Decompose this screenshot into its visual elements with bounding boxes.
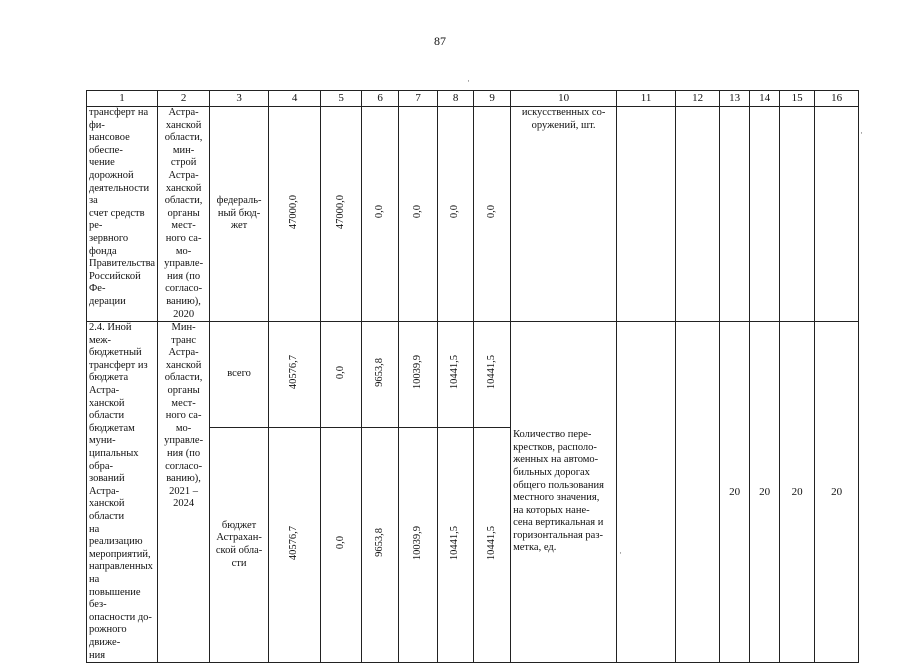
empty-cell [676,107,720,322]
value-cell [362,107,399,322]
header-cell: 9 [474,91,511,107]
target-value-cell: 20 [750,322,780,663]
empty-cell [676,322,720,663]
funding-source-cell: федераль- ный бюд- жет [210,107,269,322]
value-cell [321,427,362,662]
value-cell [438,107,474,322]
page-number: 87 [434,34,446,48]
value-text: 0,0 [334,536,346,550]
scan-speck: · [619,548,622,558]
empty-cell [815,107,859,322]
indicator-cell: Количество пере- крестков, располо- женных на автомо- бильных дорогах общего пользования местного значения, на которых нане- сена вертикальная и горизонтальная раз- метка, ед. [511,322,617,663]
empty-cell [750,107,780,322]
header-cell: 3 [210,91,269,107]
header-cell: 12 [676,91,720,107]
value-text: 47000,0 [334,194,346,229]
value-cell [269,322,321,428]
value-text: 10039,9 [411,355,423,390]
header-cell: 15 [780,91,815,107]
value-text: 9653,8 [373,528,385,558]
value-cell [474,107,511,322]
value-cell [438,427,474,662]
value-text: 0,0 [449,205,461,219]
header-cell: 11 [617,91,676,107]
header-cell: 7 [399,91,438,107]
value-cell [399,322,438,428]
header-cell: 2 [158,91,210,107]
value-cell [399,427,438,662]
value-text: 47000,0 [288,194,300,229]
value-cell [269,107,321,322]
value-cell [474,427,511,662]
value-cell [269,427,321,662]
value-text: 10039,9 [411,525,423,560]
empty-cell [617,107,676,322]
table-row [87,322,859,428]
event-cell: 2.4. Иной меж- бюджетный трансферт из бюджета Астра- ханской области бюджетам муни- ципальных обра- зований Астра- ханской области на реализацию мероприятий, направленных на повышение без- опасности до- рожного движе- ния [87,322,158,663]
header-cell: 4 [269,91,321,107]
header-cell: 13 [720,91,750,107]
indicator-cell: искусственных со- оружений, шт. [511,107,617,322]
value-cell [362,427,399,662]
header-cell: 1 [87,91,158,107]
value-text: 10441,5 [449,525,461,560]
value-text: 0,0 [334,365,346,379]
header-cell: 5 [321,91,362,107]
empty-cell [617,322,676,663]
program-table [86,90,859,663]
value-text: 0,0 [411,205,423,219]
header-cell: 16 [815,91,859,107]
header-cell: 10 [511,91,617,107]
scan-speck: · [467,76,470,86]
value-text: 0,0 [485,205,497,219]
value-cell [321,107,362,322]
value-text: 40576,7 [288,355,300,390]
target-value-cell: 20 [720,322,750,663]
empty-cell [780,107,815,322]
executor-cell: Астра- ханской области, мин- строй Астра- ханской области, органы мест- ного са- мо- управле- ния (по согласо- ванию), 2020 [158,107,210,322]
value-text: 40576,7 [288,525,300,560]
funding-source-cell: бюджет Астрахан- ской обла- сти [210,427,269,662]
header-cell: 8 [438,91,474,107]
event-cell: трансферт на фи- нансовое обеспе- чение дорожной деятельности за счет средств ре- зервного фонда Правительства Российской Фе- дерации [87,107,158,322]
value-text: 0,0 [373,205,385,219]
header-cell: 6 [362,91,399,107]
executor-cell: Мин- транс Астра- ханской области, органы мест- ного са- мо- управле- ния (по согласо- ванию), 2021 – 2024 [158,322,210,663]
value-cell [321,322,362,428]
scan-speck: · [860,128,863,138]
empty-cell [720,107,750,322]
value-cell [399,107,438,322]
value-cell [438,322,474,428]
value-text: 9653,8 [373,357,385,387]
value-text: 10441,5 [449,355,461,390]
header-row [87,91,859,107]
funding-source-cell: всего [210,322,269,428]
table-row [87,107,859,322]
value-cell [474,322,511,428]
value-text: 10441,5 [485,355,497,390]
value-cell [362,322,399,428]
value-text: 10441,5 [485,525,497,560]
target-value-cell: 20 [815,322,859,663]
header-cell: 14 [750,91,780,107]
target-value-cell: 20 [780,322,815,663]
